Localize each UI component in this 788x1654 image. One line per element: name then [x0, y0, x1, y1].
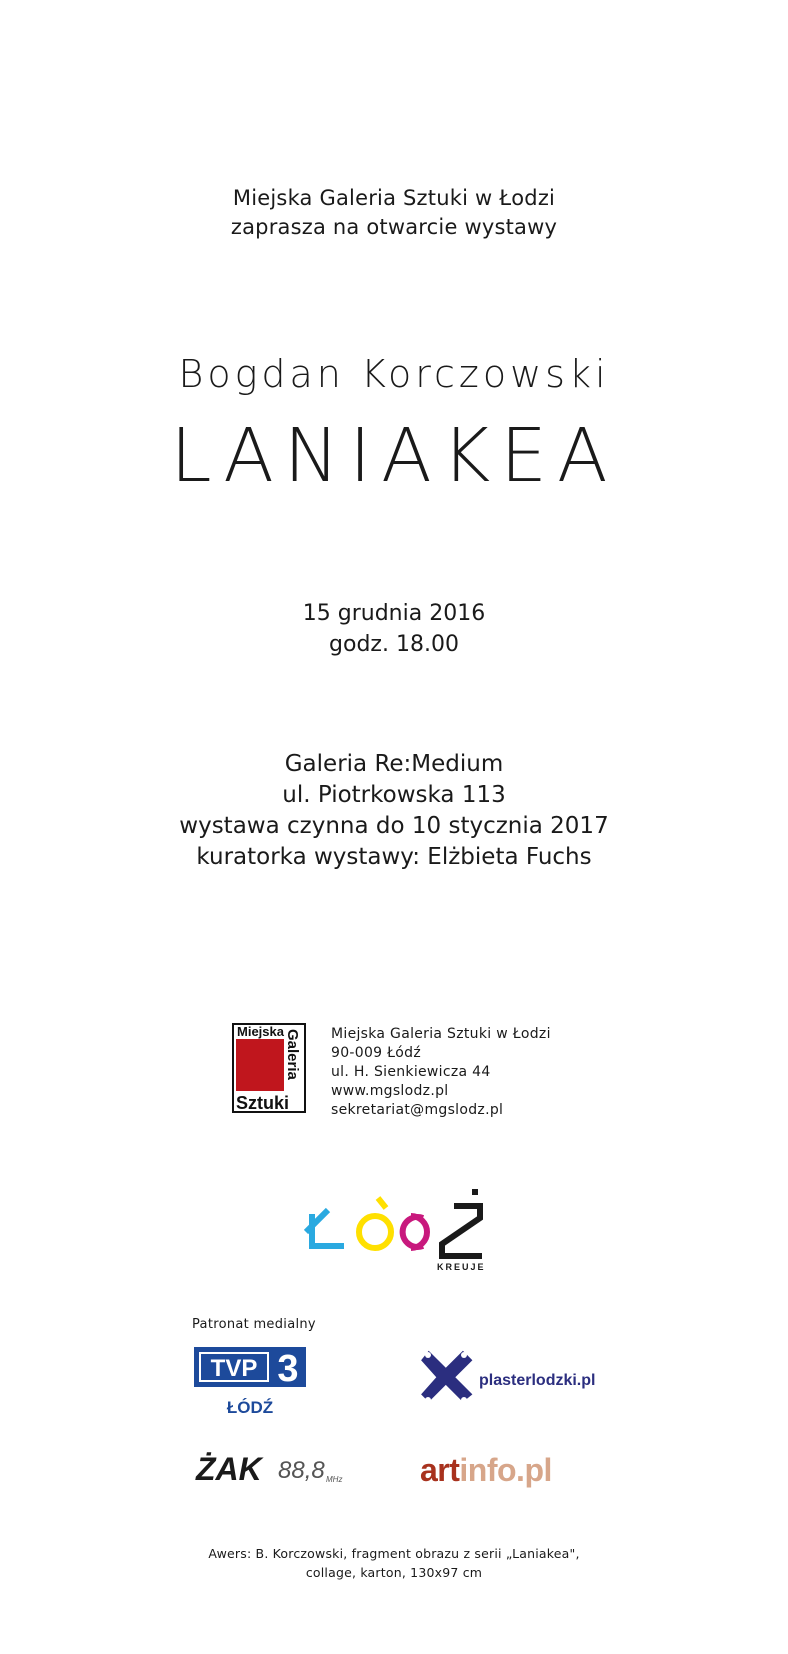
contact-name: Miejska Galeria Sztuki w Łodzi: [331, 1026, 551, 1042]
invitation-text: [0, 184, 788, 242]
caption-line-2: collage, karton, 130x97 cm: [305, 1565, 483, 1580]
contact-block: [331, 1025, 551, 1120]
contact-street: ul. H. Sienkiewicza 44: [331, 1064, 491, 1080]
plaster-text: plasterlodzki.pl: [479, 1372, 596, 1389]
plasterlodzki-graphic: [419, 1348, 599, 1408]
mgs-logo-word2: Galeria: [284, 1029, 301, 1080]
zak-unit: MHz: [326, 1475, 343, 1484]
caption-line-1: Awers: B. Korczowski, fragment obrazu z serii „Laniakea",: [208, 1546, 580, 1561]
contact-email[interactable]: sekretariat@mgslodz.pl: [331, 1102, 504, 1118]
plasterlodzki-logo: [419, 1348, 599, 1408]
artinfo-logo: [420, 1452, 570, 1492]
lodz-kreuje-logo: [304, 1184, 494, 1274]
mgs-logo-graphic: [232, 1023, 306, 1113]
exhibition-title: LANIAKEA: [170, 413, 618, 499]
opening-date: 15 grudnia 2016: [302, 601, 486, 626]
contact-web[interactable]: www.mgslodz.pl: [331, 1083, 449, 1099]
radio-zak-graphic: [194, 1448, 358, 1488]
mgs-logo-word3: Sztuki: [236, 1093, 290, 1113]
patronat-label: Patronat medialny: [192, 1317, 316, 1332]
invite-line-2: zaprasza na otwarcie wystawy: [230, 215, 558, 239]
tvp3-logo: [194, 1347, 310, 1419]
opening-info: [0, 598, 788, 660]
tvp-number: 3: [277, 1348, 299, 1390]
artinfo-part1: art: [420, 1452, 460, 1488]
artist-name: Bogdan Korczowski: [178, 352, 610, 396]
venue-curator: kuratorka wystawy: Elżbieta Fuchs: [196, 844, 592, 870]
opening-time: godz. 18.00: [329, 632, 459, 657]
venue-info: [0, 749, 788, 873]
venue-duration: wystawa czynna do 10 stycznia 2017: [179, 813, 609, 839]
tvp-text: TVP: [210, 1355, 258, 1382]
venue-name: Galeria Re:Medium: [284, 751, 504, 777]
tvp3-graphic: [194, 1347, 310, 1419]
contact-postal: 90-009 Łódź: [331, 1045, 422, 1061]
tvp-city: ŁÓDŹ: [226, 1398, 274, 1417]
artwork-caption: [0, 1544, 788, 1582]
artinfo-part2: info.pl: [459, 1452, 552, 1488]
radio-zak-logo: [194, 1448, 358, 1488]
invite-line-1: Miejska Galeria Sztuki w Łodzi: [232, 186, 556, 210]
zak-text: ŻAK: [196, 1451, 262, 1487]
mgs-logo: [232, 1023, 306, 1113]
mgs-logo-word1: Miejska: [237, 1024, 284, 1039]
venue-address: ul. Piotrkowska 113: [282, 782, 506, 808]
lodz-kreuje-graphic: [304, 1184, 494, 1274]
lodz-kreuje-subtext: KREUJE: [437, 1262, 486, 1272]
zak-frequency: 88,8: [278, 1457, 325, 1484]
